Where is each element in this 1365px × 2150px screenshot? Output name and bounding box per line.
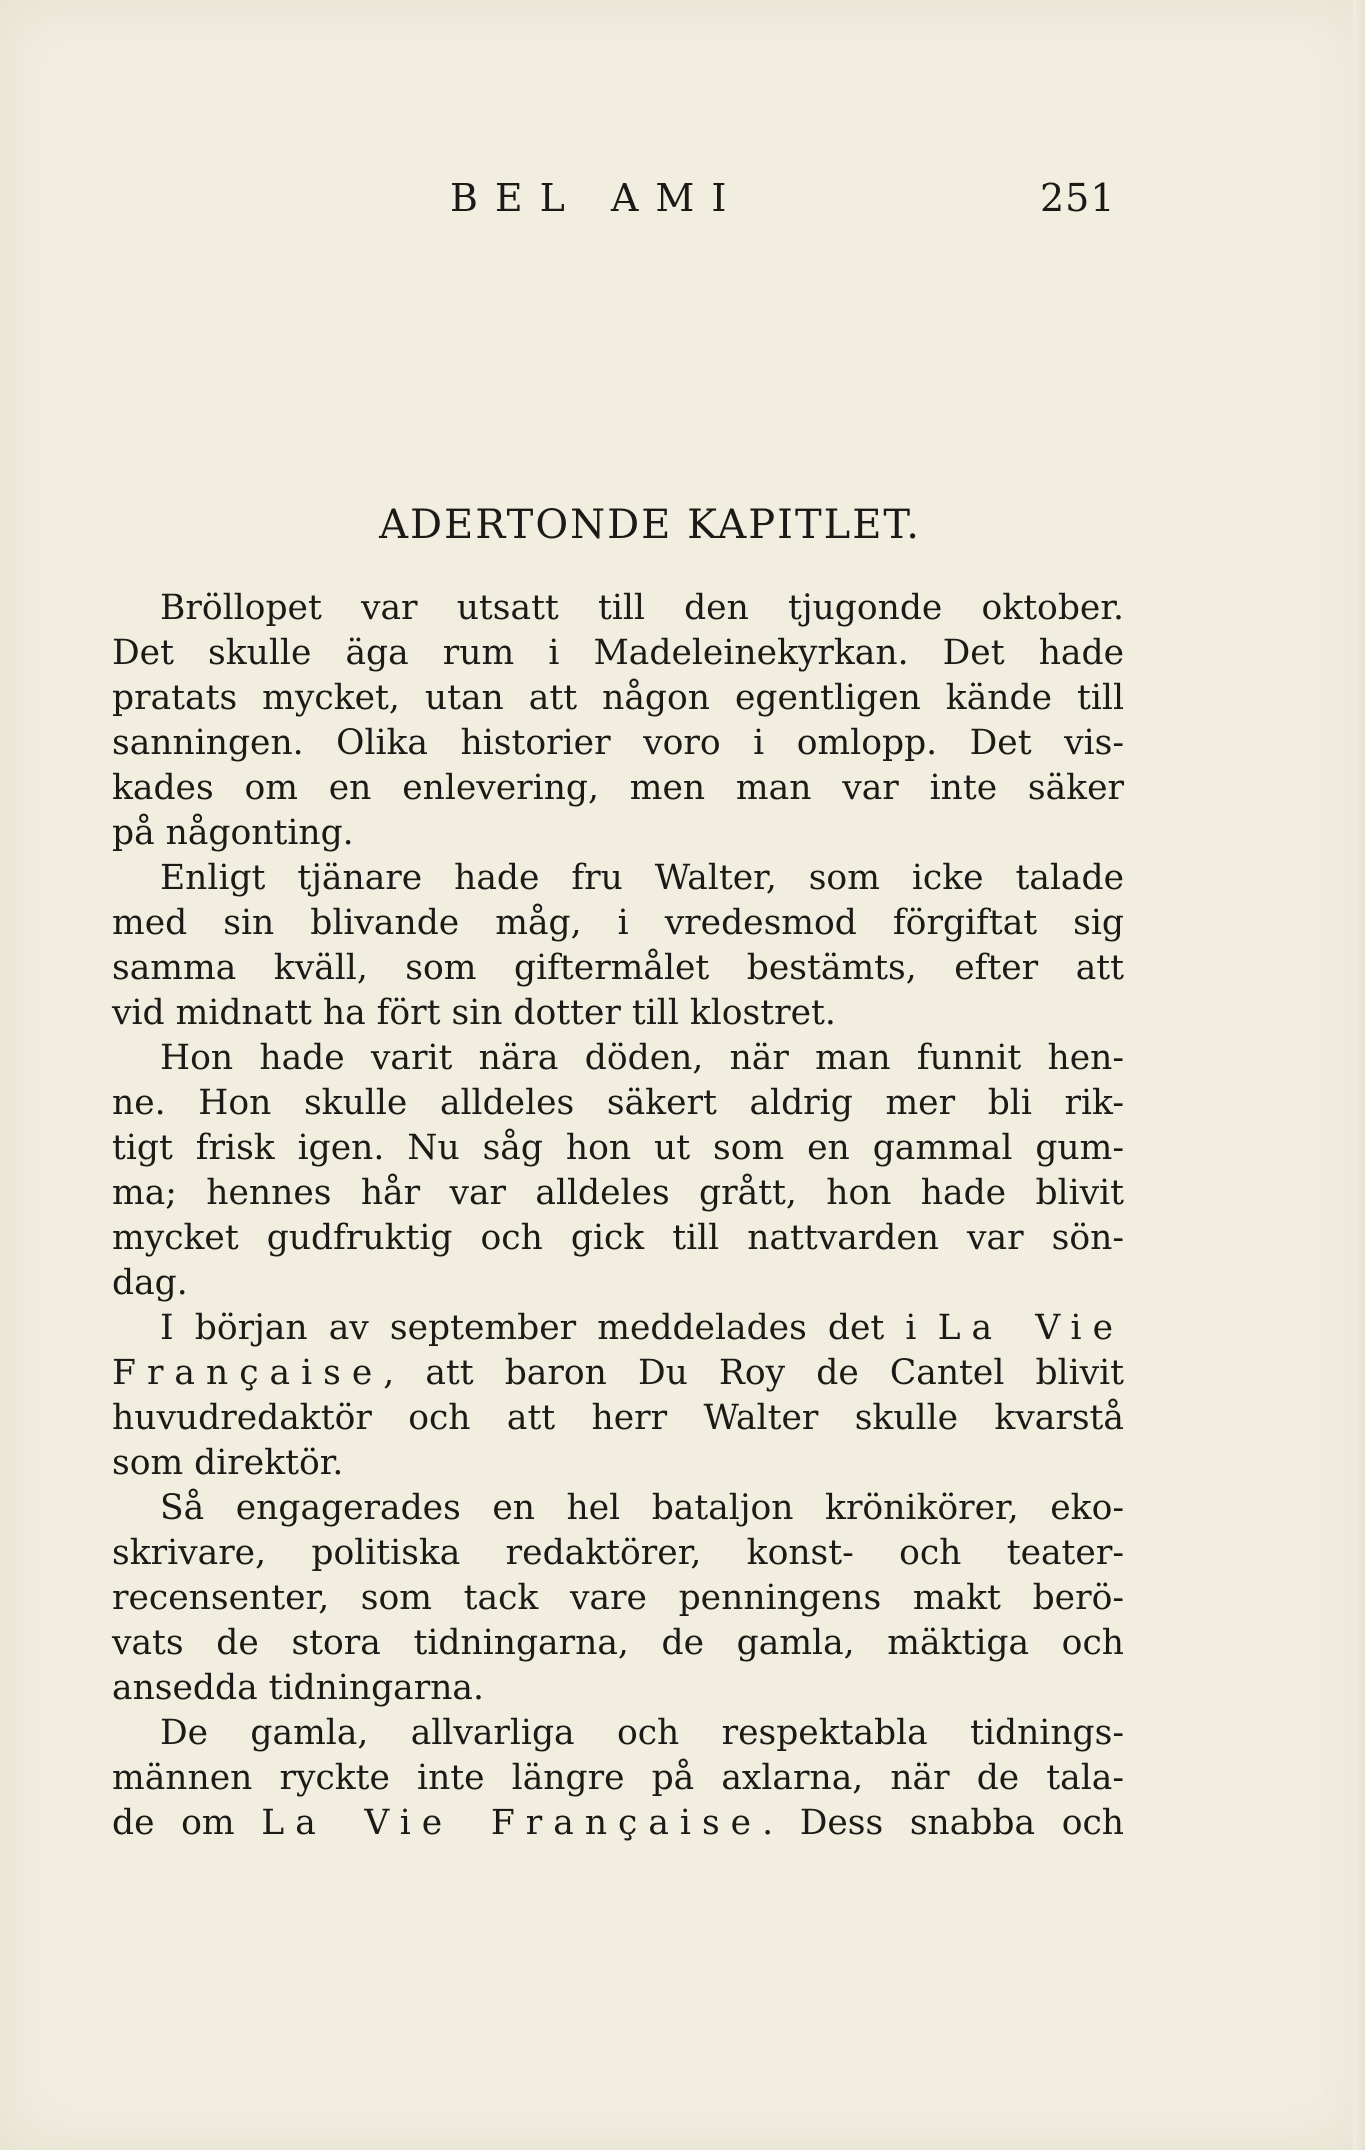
text-line: Enligt tjänare hade fru Walter, som icke talade	[160, 858, 1124, 898]
text-line: skrivare, politiska redaktörer, konst- och teater-	[112, 1533, 1124, 1573]
text-line: Det skulle äga rum i Madeleinekyrkan. Det hade	[112, 633, 1124, 673]
text-line: recensenter, som tack vare penningens makt berö-	[112, 1578, 1124, 1618]
text-line: vid midnatt ha fört sin dotter till klostret.	[112, 993, 836, 1033]
text-line: männen ryckte inte längre på axlarna, när de tala-	[112, 1758, 1124, 1798]
body-text	[112, 586, 1124, 1846]
journal-name: La Vie	[937, 1308, 1124, 1348]
text-line: tigt frisk igen. Nu såg hon ut som en gammal gum-	[112, 1128, 1124, 1168]
text-line	[112, 1306, 1124, 1351]
page-number: 251	[1040, 176, 1116, 220]
journal-name: La Vie Française	[261, 1803, 763, 1843]
page-edge	[1353, 0, 1365, 2150]
text-line: Bröllopet var utsatt till den tjugonde oktober.	[160, 588, 1124, 628]
text-line	[112, 1801, 1124, 1846]
text-fragment: de om	[112, 1803, 235, 1843]
text-line: huvudredaktör och att herr Walter skulle kvarstå	[112, 1398, 1124, 1438]
text-line: ansedda tidningarna.	[112, 1668, 484, 1708]
running-head: BEL AMI	[450, 176, 744, 220]
text-line	[112, 1351, 1124, 1396]
text-line: som direktör.	[112, 1443, 344, 1483]
text-line: kades om en enlevering, men man var inte säker	[112, 768, 1124, 808]
text-line: De gamla, allvarliga och respektabla tidnings-	[160, 1713, 1124, 1753]
text-line: samma kväll, som giftermålet bestämts, efter att	[112, 948, 1124, 988]
text-line: ma; hennes hår var alldeles grått, hon hade blivit	[112, 1173, 1124, 1213]
text-line: sanningen. Olika historier voro i omlopp. Det vis-	[112, 723, 1124, 763]
text-line: ne. Hon skulle alldeles säkert aldrig mer bli rik-	[112, 1083, 1124, 1123]
chapter-title: ADERTONDE KAPITLET.	[379, 502, 921, 548]
text-line: Så engagerades en hel bataljon krönikörer, eko-	[160, 1488, 1124, 1528]
text-line: på någonting.	[112, 813, 354, 853]
journal-name: Française	[112, 1353, 384, 1393]
text-line: vats de stora tidningarna, de gamla, mäktiga och	[112, 1623, 1124, 1663]
text-line: Hon hade varit nära döden, när man funnit hen-	[160, 1038, 1124, 1078]
text-fragment: I början av september meddelades det i	[160, 1308, 917, 1348]
text-fragment: , att baron Du Roy de Cantel blivit	[383, 1353, 1124, 1393]
text-line: dag.	[112, 1263, 188, 1303]
text-line: pratats mycket, utan att någon egentligen kände till	[112, 678, 1124, 718]
text-fragment: . Dess snabba och	[762, 1803, 1125, 1843]
page-header	[0, 176, 1365, 236]
text-line: mycket gudfruktig och gick till nattvarden var sön-	[112, 1218, 1124, 1258]
text-line: med sin blivande måg, i vredesmod förgiftat sig	[112, 903, 1124, 943]
